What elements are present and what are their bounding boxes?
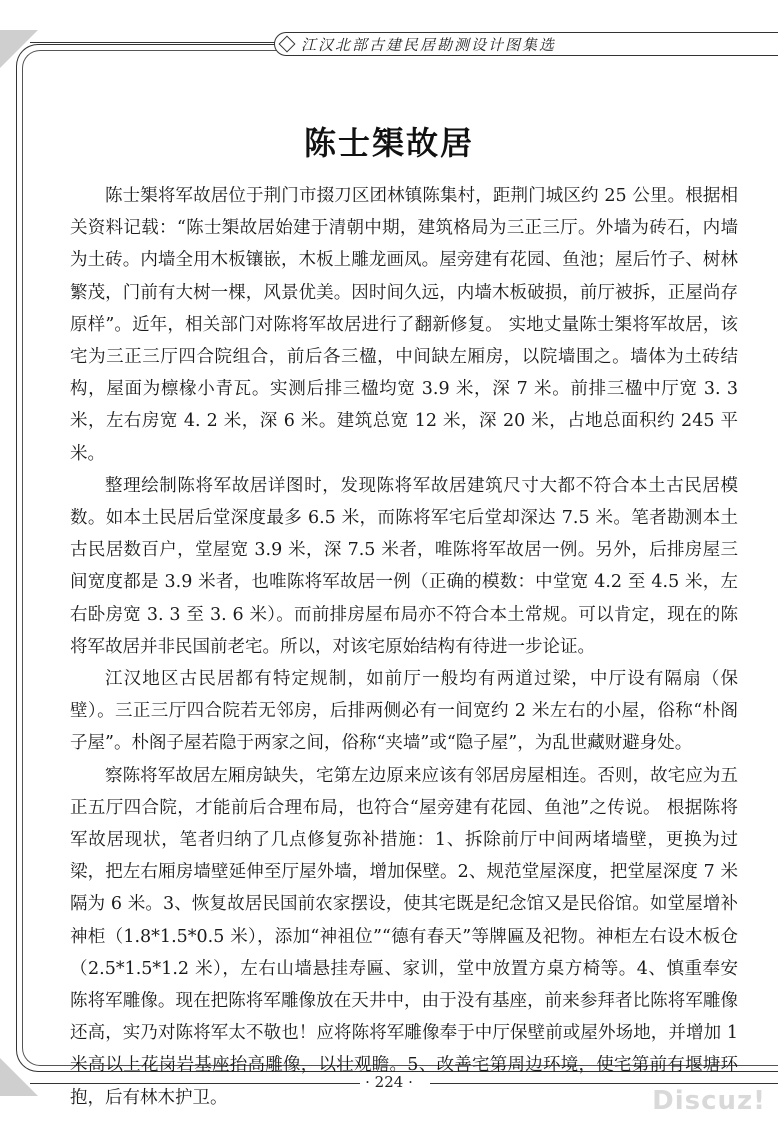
running-header [274,32,778,56]
diamond-ornament-icon [279,36,296,53]
paragraph: 察陈将军故居左厢房缺失，宅第左边原来应该有邻居房屋相连。否则，故宅应为五正五厅四合院，才能前后合理布局，也符合“屋旁建有花园、鱼池”之传说。 根据陈将军故居现状，笔者归纳了几点修复弥补措施：1、拆除前厅中间两堵墙壁，更换为过梁，把左右厢房墙壁延伸至厅屋外墙，增加保壁。2、规范堂屋深度，把堂屋深度 7 米隔为 6 米。3、恢复故居民国前农家摆设，使其宅既是纪念馆又是民俗馆。如堂屋增补神柜（1.8*1.5*0.5 米），添加“神祖位”“德有春天”等牌匾及祀物。神柜左右设木板仓（2.5*1.5*1.2 米），左右山墙悬挂寿匾、家训，堂中放置方桌方椅等。4、慎重奉安陈将军雕像。现在把陈将军雕像放在天井中，由于没有基座，前来参拜者比陈将军雕像还高，实乃对陈将军太不敬也！应将陈将军雕像奉于中厅保壁前或屋外场地，并增加 1 米高以上花岗岩基座抬高雕像，以壮观瞻。5、改善宅第周边环境，使宅第前有堰塘环抱，后有林木护卫。 [70,765,738,1108]
paragraph: 整理绘制陈将军故居详图时，发现陈将军故居建筑尺寸大都不符合本土古民居模数。如本土民居后堂深度最多 6.5 米，而陈将军宅后堂却深达 7.5 米。笔者勘测本土古民居数百户，堂屋宽 3.9 米，深 7.5 米者，唯陈将军故居一例。另外，后排房屋三间宽度都是 3.9 米者，也唯陈将军故居一例（正确的模数：中堂宽 4.2 至 4.5 米，左右卧房宽 3. 3 至 3. 6 米）。而前排房屋布局亦不符合本土常规。可以肯定，现在的陈将军故居并非民国前老宅。所以，对该宅原始结构有待进一步论证。 [70,475,738,657]
paragraph: 江汉地区古民居都有特定规制，如前厅一般均有两道过梁，中厅设有隔扇（保壁）。三正三厅四合院若无邻房，后排两侧必有一间宽约 2 米左右的小屋，俗称“朴阁子屋”。朴阁子屋若隐于两家之间，俗称“夹墙”或“隐子屋”，为乱世藏财避身处。 [70,669,738,754]
article-body [70,180,738,1114]
watermark-logo: Discuz! [652,1086,766,1116]
paragraph: 陈士榘将军故居位于荆门市掇刀区团林镇陈集村，距荆门城区约 25 公里。根据相关资料记载：“陈士榘故居始建于清朝中期，建筑格局为三正三厅。外墙为砖石，内墙为土砖。内墙全用木板镶嵌，木板上雕龙画凤。屋旁建有花园、鱼池；屋后竹子、树林繁茂，门前有大树一棵，风景优美。因时间久远，内墙木板破损，前厅被拆，正屋尚存原样”。近年，相关部门对陈将军故居进行了翻新修复。 实地丈量陈士榘将军故居，该宅为三正三厅四合院组合，前后各三楹，中间缺左厢房，以院墙围之。墙体为土砖结构，屋面为檩椽小青瓦。实测后排三楹均宽 3.9 米，深 7 米。前排三楹中厅宽 3. 3 米，左右房宽 4. 2 米，深 6 米。建筑总宽 12 米，深 20 米，占地总面积约 245 平米。 [70,186,738,464]
page-number: · 224 · [365,1073,413,1091]
page-title: 陈士榘故居 [303,124,474,162]
book-title: 江汉北部古建民居勘测设计图集选 [301,35,557,54]
